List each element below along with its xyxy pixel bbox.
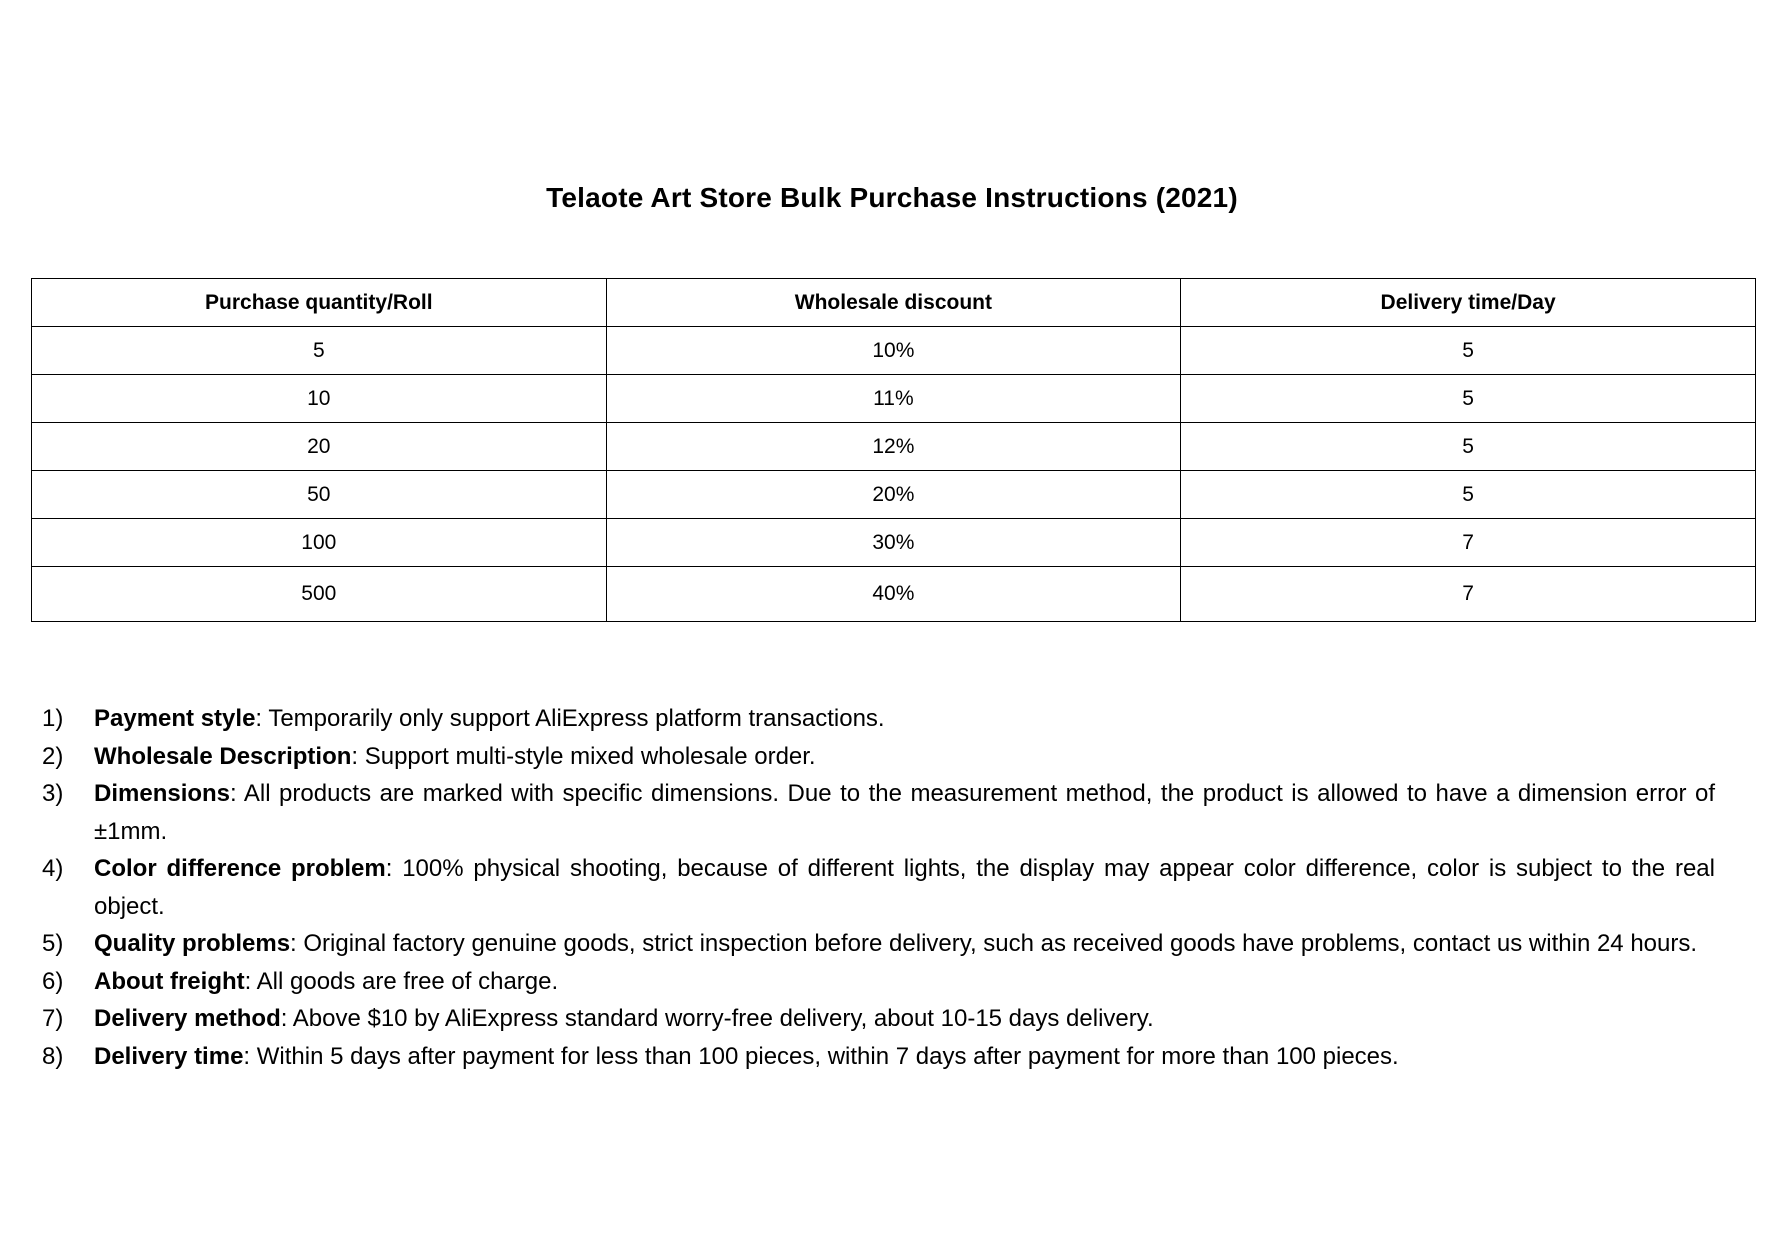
item-number: 4) bbox=[42, 855, 64, 882]
item-number: 2) bbox=[42, 742, 64, 770]
instructions-list bbox=[42, 700, 1715, 1075]
item-term: Payment style bbox=[94, 705, 256, 732]
list-item bbox=[42, 963, 1715, 1001]
discount-cell: 30% bbox=[606, 519, 1181, 567]
item-term: Delivery method bbox=[94, 1005, 281, 1032]
item-term: About freight bbox=[94, 967, 245, 995]
item-term: Dimensions bbox=[94, 780, 231, 807]
table-row bbox=[32, 423, 1756, 471]
delivery-time-cell: 7 bbox=[1181, 519, 1756, 567]
delivery-time-cell: 5 bbox=[1181, 375, 1756, 423]
quantity-cell: 500 bbox=[32, 567, 607, 622]
item-term: Wholesale Description bbox=[94, 742, 352, 770]
quantity-cell: 5 bbox=[32, 327, 607, 375]
item-term: Color difference problem bbox=[94, 855, 386, 882]
list-item bbox=[42, 700, 1715, 738]
item-number: 3) bbox=[42, 780, 64, 807]
item-text: : All products are marked with specific dimensions. Due to the measurement method, the product is allowed to have a dimension error of ±1mm. bbox=[94, 780, 1715, 845]
item-text: : Original factory genuine goods, strict inspection before delivery, such as received goods have problems, contact us within 24 hours. bbox=[290, 930, 1698, 957]
list-item bbox=[42, 775, 1715, 850]
quantity-cell: 50 bbox=[32, 471, 607, 519]
item-text: : Support multi-style mixed wholesale order. bbox=[351, 742, 816, 770]
item-text: : 100% physical shooting, because of different lights, the display may appear color difference, color is subject to the real object. bbox=[94, 855, 1715, 920]
table-row bbox=[32, 471, 1756, 519]
item-number: 5) bbox=[42, 930, 64, 957]
table-header-row bbox=[32, 279, 1756, 327]
delivery-time-cell: 7 bbox=[1181, 567, 1756, 622]
quantity-cell: 100 bbox=[32, 519, 607, 567]
table-row bbox=[32, 567, 1756, 622]
item-text: : Within 5 days after payment for less than 100 pieces, within 7 days after payment for more than 100 pieces. bbox=[243, 1042, 1399, 1070]
quantity-cell: 20 bbox=[32, 423, 607, 471]
item-number: 6) bbox=[42, 967, 64, 995]
quantity-cell: 10 bbox=[32, 375, 607, 423]
delivery-time-cell: 5 bbox=[1181, 423, 1756, 471]
discount-cell: 11% bbox=[606, 375, 1181, 423]
discount-cell: 40% bbox=[606, 567, 1181, 622]
item-text: : All goods are free of charge. bbox=[244, 967, 559, 995]
item-text: : Above $10 by AliExpress standard worry-free delivery, about 10-15 days delivery. bbox=[280, 1005, 1154, 1032]
item-number: 8) bbox=[42, 1042, 64, 1070]
column-header-quantity: Purchase quantity/Roll bbox=[32, 279, 607, 327]
table-row bbox=[32, 327, 1756, 375]
column-header-discount: Wholesale discount bbox=[606, 279, 1181, 327]
bulk-pricing-table bbox=[31, 278, 1756, 622]
item-term: Delivery time bbox=[94, 1042, 244, 1070]
list-item bbox=[42, 1000, 1715, 1038]
item-number: 7) bbox=[42, 1005, 64, 1032]
column-header-delivery-time: Delivery time/Day bbox=[1181, 279, 1756, 327]
list-item bbox=[42, 850, 1715, 925]
table-row bbox=[32, 375, 1756, 423]
list-item bbox=[42, 738, 1715, 776]
discount-cell: 12% bbox=[606, 423, 1181, 471]
list-item bbox=[42, 925, 1715, 963]
discount-cell: 10% bbox=[606, 327, 1181, 375]
page-title: Telaote Art Store Bulk Purchase Instructions (2021) bbox=[546, 182, 1238, 213]
delivery-time-cell: 5 bbox=[1181, 327, 1756, 375]
item-text: : Temporarily only support AliExpress platform transactions. bbox=[255, 705, 885, 732]
delivery-time-cell: 5 bbox=[1181, 471, 1756, 519]
item-term: Quality problems bbox=[94, 930, 291, 957]
discount-cell: 20% bbox=[606, 471, 1181, 519]
table-row bbox=[32, 519, 1756, 567]
list-item bbox=[42, 1038, 1715, 1076]
item-number: 1) bbox=[42, 705, 64, 732]
